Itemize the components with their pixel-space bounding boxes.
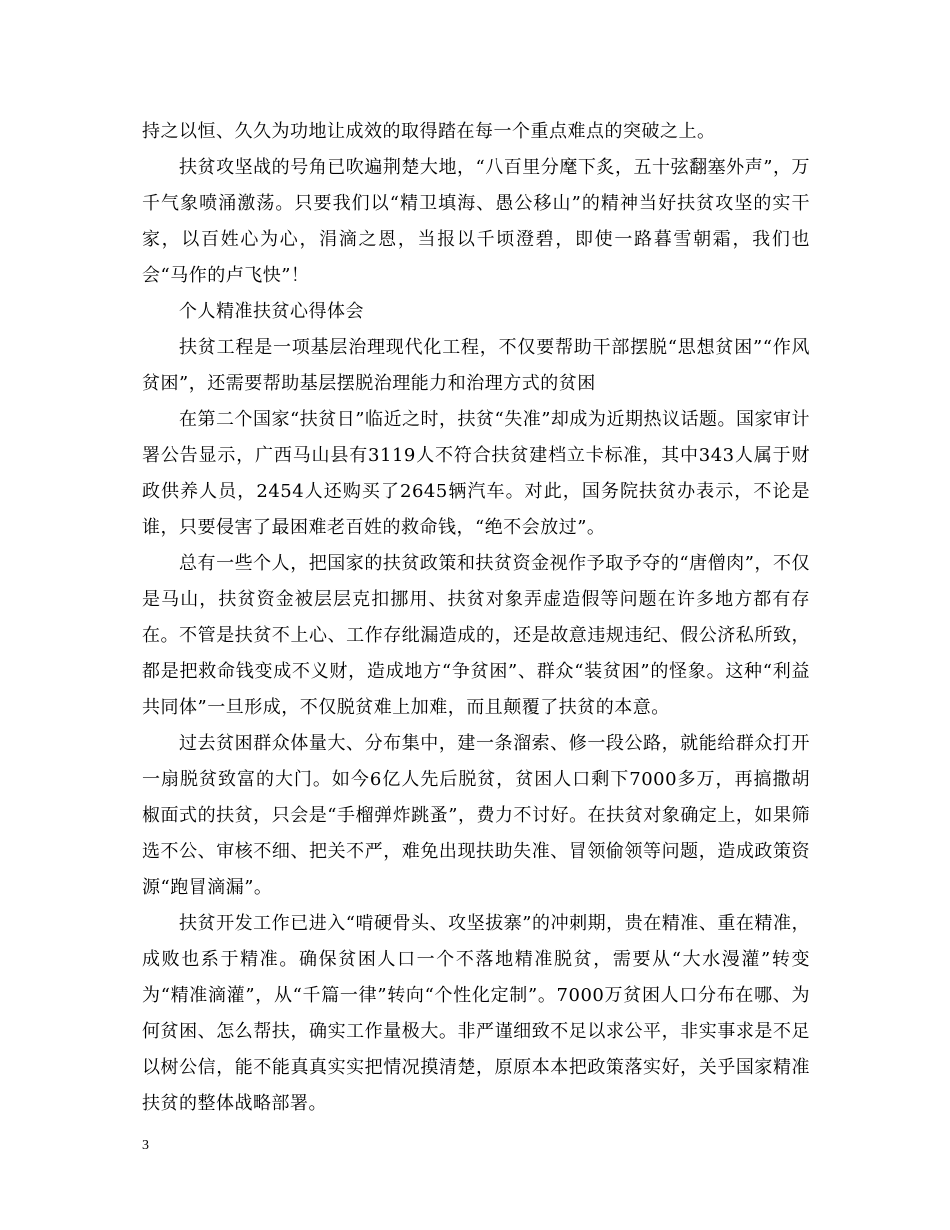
- paragraph-2: 扶贫攻坚战的号角已吹遍荆楚大地，“八百里分麾下炙，五十弦翻塞外声”，万千气象喷涌激荡。只要我们以“精卫填海、愚公移山”的精神当好扶贫攻坚的实干家，以百姓心为心，涓滴之恩，当报以千顷澄碧，即使一路暮雪朝霜，我们也会“马作的卢飞快”！: [142, 157, 810, 286]
- page-number: 3: [142, 1138, 149, 1153]
- document-body: [142, 114, 810, 1122]
- paragraph-1: 持之以恒、久久为功地让成效的取得踏在每一个重点难点的突破之上。: [142, 121, 716, 142]
- paragraph-6: 过去贫困群众体量大、分布集中，建一条溜索、修一段公路，就能给群众打开一扇脱贫致富的大门。如今6亿人先后脱贫，贫困人口剩下7000多万，再搞撒胡椒面式的扶贫，只会是“手榴弹炸跳蚤”，费力不讨好。在扶贫对象确定上，如果筛选不公、审核不细、把关不严，难免出现扶助失准、冒领偷领等问题，造成政策资源“跑冒滴漏”。: [142, 733, 810, 898]
- paragraph-5: 总有一些个人，把国家的扶贫政策和扶贫资金视作予取予夺的“唐僧肉”，不仅是马山，扶贫资金被层层克扣挪用、扶贫对象弄虚造假等问题在许多地方都有存在。不管是扶贫不上心、工作存纰漏造成的，还是故意违规违纪、假公济私所致，都是把救命钱变成不义财，造成地方“争贫困”、群众“装贫困”的怪象。这种“利益共同体”一旦形成，不仅脱贫难上加难，而且颠覆了扶贫的本意。: [142, 553, 810, 718]
- paragraph-4: 在第二个国家“扶贫日”临近之时，扶贫“失准”却成为近期热议话题。国家审计署公告显示，广西马山县有3119人不符合扶贫建档立卡标准，其中343人属于财政供养人员，2454人还购买了2645辆汽车。对此，国务院扶贫办表示，不论是谁，只要侵害了最困难老百姓的救命钱，“绝不会放过”。: [142, 409, 810, 538]
- section-heading: 个人精准扶贫心得体会: [179, 301, 364, 322]
- paragraph-7: 扶贫开发工作已进入“啃硬骨头、攻坚拔寨”的冲刺期，贵在精准、重在精准，成败也系于精准。确保贫困人口一个不落地精准脱贫，需要从“大水漫灌”转变为“精准滴灌”，从“千篇一律”转向“个性化定制”。7000万贫困人口分布在哪、为何贫困、怎么帮扶，确实工作量极大。非严谨细致不足以求公平，非实事求是不足以树公信，能不能真真实实把情况摸清楚，原原本本把政策落实好，关乎国家精准扶贫的整体战略部署。: [142, 913, 810, 1114]
- paragraph-3: 扶贫工程是一项基层治理现代化工程，不仅要帮助干部摆脱“思想贫困”“作风贫困”，还需要帮助基层摆脱治理能力和治理方式的贫困: [142, 337, 810, 394]
